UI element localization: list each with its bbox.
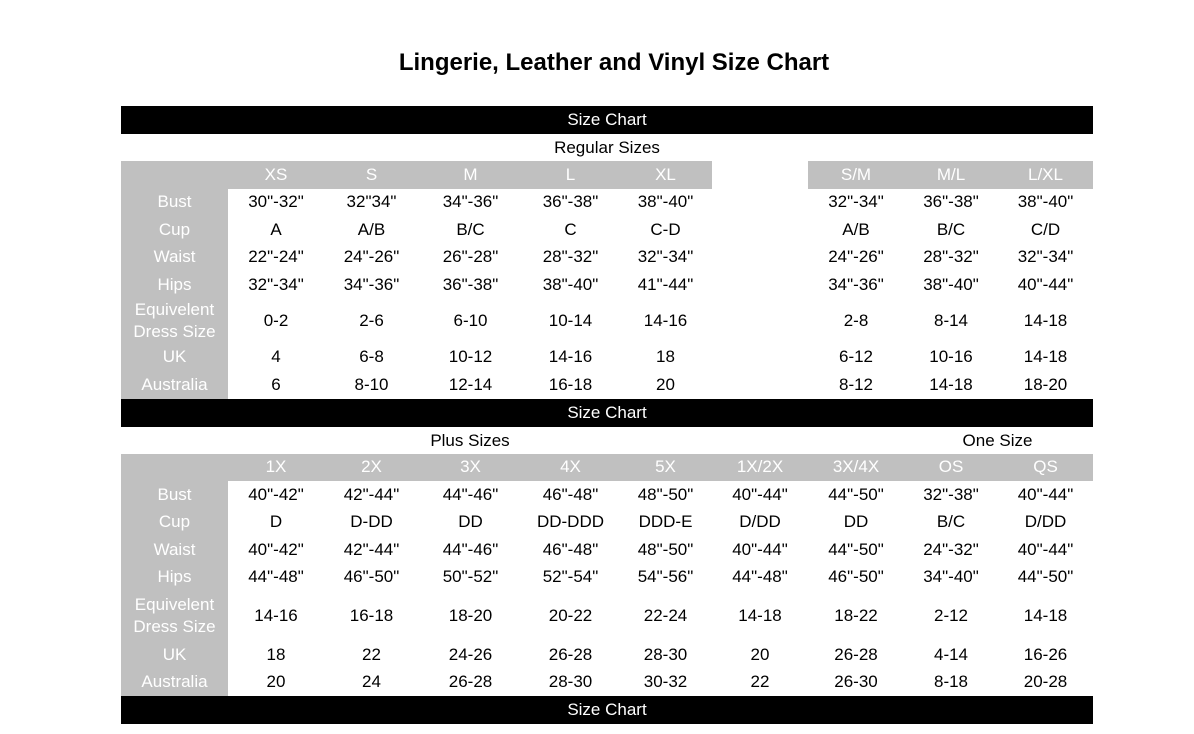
value-cell: 48"-50"	[637, 484, 694, 504]
size-header-cell: 3X	[419, 454, 522, 482]
value-cell: 8-18	[933, 672, 969, 692]
row-label: Waist	[121, 536, 228, 564]
value-cell: 20	[750, 644, 770, 664]
row-label: Bust	[121, 481, 228, 509]
row-label: UK	[121, 641, 228, 669]
row-label: Hips	[121, 564, 228, 592]
value-cell: 44"-50"	[828, 484, 884, 504]
value-cell: 16-26	[1023, 644, 1068, 664]
regular-sizes-label: Regular Sizes	[554, 138, 660, 157]
value-cell: 44"-46"	[442, 484, 499, 504]
value-cell: A/B	[842, 219, 870, 239]
value-cell: 32"-34"	[637, 247, 694, 267]
value-cell: 40"-42"	[248, 484, 304, 504]
value-cell: 24-26	[448, 644, 493, 664]
size-header-cell: S/M	[808, 161, 904, 189]
value-cell: DD	[843, 512, 869, 532]
value-cell: 6-12	[838, 347, 874, 367]
value-cell: A	[270, 219, 282, 239]
value-cell: 34"-36"	[828, 274, 884, 294]
value-cell: 42"-44"	[343, 539, 400, 559]
value-cell: 8-10	[354, 374, 389, 394]
row-label: Cup	[121, 509, 228, 537]
value-cell: 8-14	[933, 311, 969, 330]
value-cell	[712, 299, 808, 344]
value-cell: 6-10	[453, 311, 488, 330]
value-cell: 28-30	[643, 644, 688, 664]
size-header-cell: 2X	[324, 454, 419, 482]
measurement-row	[121, 271, 1093, 299]
value-cell: 18	[656, 347, 675, 367]
value-cell: 32"-38"	[923, 484, 979, 504]
value-cell	[712, 189, 808, 217]
value-cell: 28"-32"	[542, 247, 599, 267]
value-cell: 34"-36"	[442, 192, 499, 212]
value-cell: 12-14	[448, 374, 493, 394]
row-label: Waist	[121, 244, 228, 272]
row-label: Bust	[121, 189, 228, 217]
measurement-row	[121, 669, 1093, 697]
measurement-row	[121, 564, 1093, 592]
value-cell: 18-20	[1023, 374, 1068, 394]
row-label: Australia	[121, 371, 228, 399]
value-cell	[712, 271, 808, 299]
value-cell: C	[564, 219, 577, 239]
value-cell: 48"-50"	[637, 539, 694, 559]
one-size-label: One Size	[962, 430, 1033, 450]
value-cell: 10-16	[929, 347, 973, 367]
value-cell	[712, 216, 808, 244]
value-cell: 40"-42"	[248, 539, 304, 559]
value-cell: 4-14	[933, 644, 969, 664]
value-cell: 14-18	[738, 606, 782, 625]
row-label: Australia	[121, 669, 228, 697]
value-cell: 14-18	[1023, 347, 1068, 367]
value-cell	[712, 344, 808, 372]
value-cell: 46"-48"	[542, 484, 599, 504]
regular-sizes-table	[121, 161, 1093, 399]
value-cell: 36"-38"	[923, 192, 979, 212]
size-header-row	[121, 454, 1093, 482]
measurement-row	[121, 641, 1093, 669]
value-cell: 46"-50"	[828, 567, 884, 587]
plus-sizes-table	[121, 454, 1093, 697]
size-header-cell: 5X	[619, 454, 712, 482]
size-header-cell: OS	[904, 454, 998, 482]
measurement-row	[121, 344, 1093, 372]
value-cell: 10-12	[448, 347, 493, 367]
row-label: Equivelent Dress Size	[121, 591, 228, 641]
value-cell: 0-2	[263, 311, 289, 330]
value-cell: 14-16	[548, 347, 593, 367]
measurement-row	[121, 244, 1093, 272]
value-cell: 18	[266, 644, 286, 664]
value-cell: 32"34"	[346, 192, 397, 212]
value-cell: 20	[266, 672, 286, 692]
value-cell: 22	[362, 644, 381, 664]
measurement-row	[121, 481, 1093, 509]
measurement-row	[121, 299, 1093, 344]
value-cell: 14-18	[929, 374, 973, 394]
value-cell: 34"-36"	[343, 274, 400, 294]
value-cell: 41"-44"	[637, 274, 694, 294]
value-cell: 46"-50"	[343, 567, 400, 587]
value-cell: 26-28	[548, 644, 593, 664]
size-header-cell: M/L	[904, 161, 998, 189]
value-cell: 20	[656, 374, 675, 394]
value-cell: 32"-34"	[1017, 247, 1074, 267]
value-cell: 8-12	[838, 374, 874, 394]
measurement-row	[121, 371, 1093, 399]
value-cell: 26-30	[834, 672, 878, 692]
value-cell	[712, 244, 808, 272]
value-cell: 14-16	[254, 606, 298, 625]
value-cell: DD-DDD	[536, 512, 605, 532]
value-cell: 22	[750, 672, 770, 692]
size-chart-bar: Size Chart	[121, 399, 1093, 427]
value-cell: 2-6	[359, 311, 384, 330]
value-cell: 44"-46"	[442, 539, 499, 559]
value-cell: 24"-26"	[343, 247, 400, 267]
value-cell: 40"-44"	[1017, 274, 1074, 294]
value-cell: 30-32	[643, 672, 688, 692]
size-chart-bar: Size Chart	[121, 106, 1093, 134]
measurement-row	[121, 509, 1093, 537]
size-header-cell	[712, 161, 808, 189]
size-header-cell: M	[419, 161, 522, 189]
value-cell: 16-18	[548, 374, 593, 394]
value-cell: 36"-38"	[542, 192, 599, 212]
size-header-cell: 4X	[522, 454, 619, 482]
value-cell: 20-28	[1023, 672, 1068, 692]
regular-sizes-heading	[121, 134, 1093, 161]
value-cell: 18-22	[834, 606, 878, 625]
value-cell: 40"-44"	[732, 539, 788, 559]
value-cell: 46"-48"	[542, 539, 599, 559]
value-cell: 20-22	[548, 606, 593, 625]
value-cell: 50"-52"	[442, 567, 499, 587]
value-cell: 6-8	[359, 347, 384, 367]
plus-sizes-heading	[121, 427, 1093, 454]
value-cell: 14-16	[643, 311, 688, 330]
value-cell: 28-30	[548, 672, 593, 692]
size-header-cell: S	[324, 161, 419, 189]
size-header-cell: 1X/2X	[712, 454, 808, 482]
header-corner	[121, 454, 228, 482]
size-header-cell: L	[522, 161, 619, 189]
value-cell: 26-28	[834, 644, 878, 664]
header-corner	[121, 161, 228, 189]
value-cell: 26"-28"	[442, 247, 499, 267]
value-cell: 2-12	[933, 606, 969, 625]
value-cell: C-D	[650, 219, 681, 239]
measurement-row	[121, 536, 1093, 564]
size-header-cell: 3X/4X	[808, 454, 904, 482]
value-cell: DDD-E	[638, 512, 693, 532]
value-cell: 24	[362, 672, 381, 692]
measurement-row	[121, 189, 1093, 217]
row-label: Hips	[121, 271, 228, 299]
value-cell: 30"-32"	[248, 192, 304, 212]
value-cell: 38"-40"	[542, 274, 599, 294]
value-cell: 2-8	[843, 311, 869, 330]
value-cell: 44"-50"	[1017, 567, 1074, 587]
size-chart-bar: Size Chart	[121, 696, 1093, 724]
value-cell: B/C	[936, 219, 966, 239]
value-cell	[712, 371, 808, 399]
value-cell: B/C	[936, 512, 966, 532]
value-cell: 16-18	[349, 606, 394, 625]
value-cell: 6	[271, 374, 281, 394]
size-header-row	[121, 161, 1093, 189]
value-cell: 38"-40"	[637, 192, 694, 212]
value-cell: 22-24	[643, 606, 688, 625]
value-cell: D/DD	[1024, 512, 1067, 532]
value-cell: 44"-48"	[732, 567, 788, 587]
value-cell: DD	[458, 512, 483, 532]
value-cell: 52"-54"	[542, 567, 599, 587]
value-cell: 40"-44"	[1017, 539, 1074, 559]
value-cell: 32"-34"	[828, 192, 884, 212]
value-cell: B/C	[456, 219, 485, 239]
size-header-cell: L/XL	[998, 161, 1093, 189]
value-cell: 26-28	[448, 672, 493, 692]
value-cell: D-DD	[350, 512, 393, 532]
value-cell: D	[269, 512, 283, 532]
size-header-cell: XS	[228, 161, 324, 189]
value-cell: 40"-44"	[732, 484, 788, 504]
row-label: Equivelent Dress Size	[121, 299, 228, 344]
measurement-row	[121, 591, 1093, 641]
value-cell: 40"-44"	[1017, 484, 1074, 504]
value-cell: 44"-50"	[828, 539, 884, 559]
size-header-cell: XL	[619, 161, 712, 189]
value-cell: 24"-32"	[923, 539, 979, 559]
value-cell: C/D	[1030, 219, 1061, 239]
value-cell: 42"-44"	[343, 484, 400, 504]
value-cell: 54"-56"	[637, 567, 694, 587]
value-cell: 38"-40"	[1017, 192, 1074, 212]
value-cell: 14-18	[1023, 606, 1068, 625]
value-cell: 44"-48"	[248, 567, 304, 587]
measurement-row	[121, 216, 1093, 244]
value-cell: 4	[271, 347, 281, 367]
size-header-cell: QS	[998, 454, 1093, 482]
value-cell: 28"-32"	[923, 247, 979, 267]
value-cell: 14-18	[1023, 311, 1068, 330]
value-cell: A/B	[357, 219, 386, 239]
row-label: Cup	[121, 216, 228, 244]
plus-sizes-label: Plus Sizes	[430, 430, 510, 450]
value-cell: 22"-24"	[248, 247, 304, 267]
value-cell: 34"-40"	[923, 567, 979, 587]
value-cell: 32"-34"	[248, 274, 304, 294]
value-cell: 24"-26"	[828, 247, 884, 267]
size-header-cell: 1X	[228, 454, 324, 482]
value-cell: D/DD	[739, 512, 781, 532]
size-chart-table	[121, 106, 1093, 724]
value-cell: 18-20	[448, 606, 493, 625]
row-label: UK	[121, 344, 228, 372]
value-cell: 36"-38"	[442, 274, 499, 294]
value-cell: 10-14	[548, 311, 593, 330]
value-cell: 38"-40"	[923, 274, 979, 294]
page-title: Lingerie, Leather and Vinyl Size Chart	[398, 49, 830, 76]
